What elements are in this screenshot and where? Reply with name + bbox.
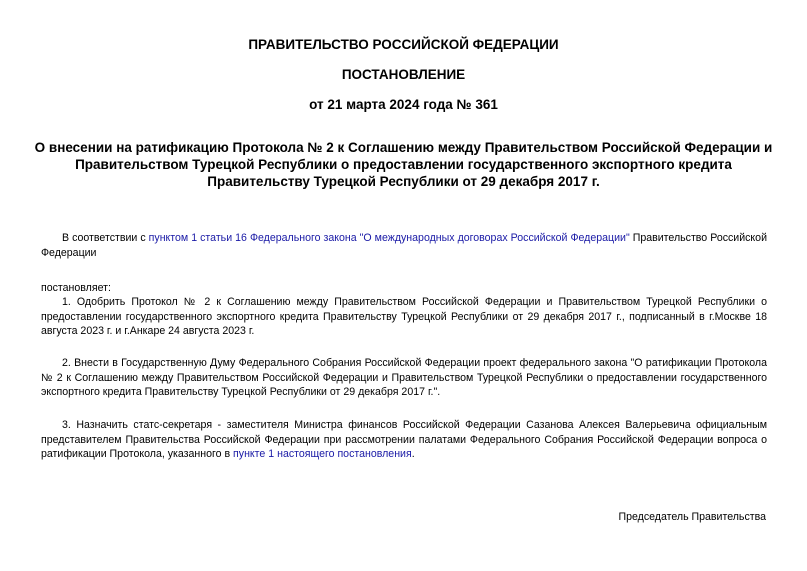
intro-prefix: В соответствии с	[62, 232, 149, 244]
item-3-suffix: .	[411, 448, 415, 460]
date-number-heading: от 21 марта 2024 года № 361	[309, 97, 498, 112]
document-type-heading: ПОСТАНОВЛЕНИЕ	[341, 67, 466, 82]
item-2-paragraph: 2. Внести в Государственную Думу Федерального Собрания Российской Федерации проект федерального закона "О ратификации Протокола № 2 к Соглашению между Правительством Российской Федерации и Правительством Турецкой Республики о предоставлении государственного экспортного кредита Правительству Турецкой Республики от 29 декабря 2017 г.".	[41, 357, 767, 398]
item-1-paragraph: 1. Одобрить Протокол № 2 к Соглашению между Правительством Российской Федерации и Правительством Турецкой Республики о предоставлении государственного экспортного кредита Правительству Турецкой Республики от 29 декабря 2017 г., подписанный в г.Москве 18 августа 2023 г. и г.Анкаре 24 августа 2023 г.	[41, 296, 767, 337]
item-3-paragraph	[41, 418, 767, 462]
intro-suffix: Правительство Российской Федерации	[41, 232, 767, 259]
signature-line: Председатель Правительства	[618, 511, 766, 523]
item-3-prefix: 3. Назначить статс-секретаря - заместителя Министра финансов Российской Федерации Сазанова Алексея Валерьевича официальным представителем Правительства Российской Федерации при рассмотрении палатами Федерального Собрания Российской Федерации вопроса о ратификации Протокола, указанного в	[41, 419, 767, 460]
document-title: О внесении на ратификацию Протокола № 2 к Соглашению между Правительством Российской Федерации и Правительством Турецкой Республики о предоставлении государственного экспортного кредита Правительству Турецкой Республики от 29 декабря 2017 г.	[34, 140, 773, 189]
decrees-word: постановляет:	[41, 282, 111, 294]
item-1-reference-link[interactable]: пункте 1 настоящего постановления	[233, 448, 412, 460]
government-heading: ПРАВИТЕЛЬСТВО РОССИЙСКОЙ ФЕДЕРАЦИИ	[248, 37, 559, 52]
intro-paragraph	[41, 231, 767, 260]
federal-law-link[interactable]: пунктом 1 статьи 16 Федерального закона "О международных договорах Российской Федерации"	[148, 232, 630, 244]
